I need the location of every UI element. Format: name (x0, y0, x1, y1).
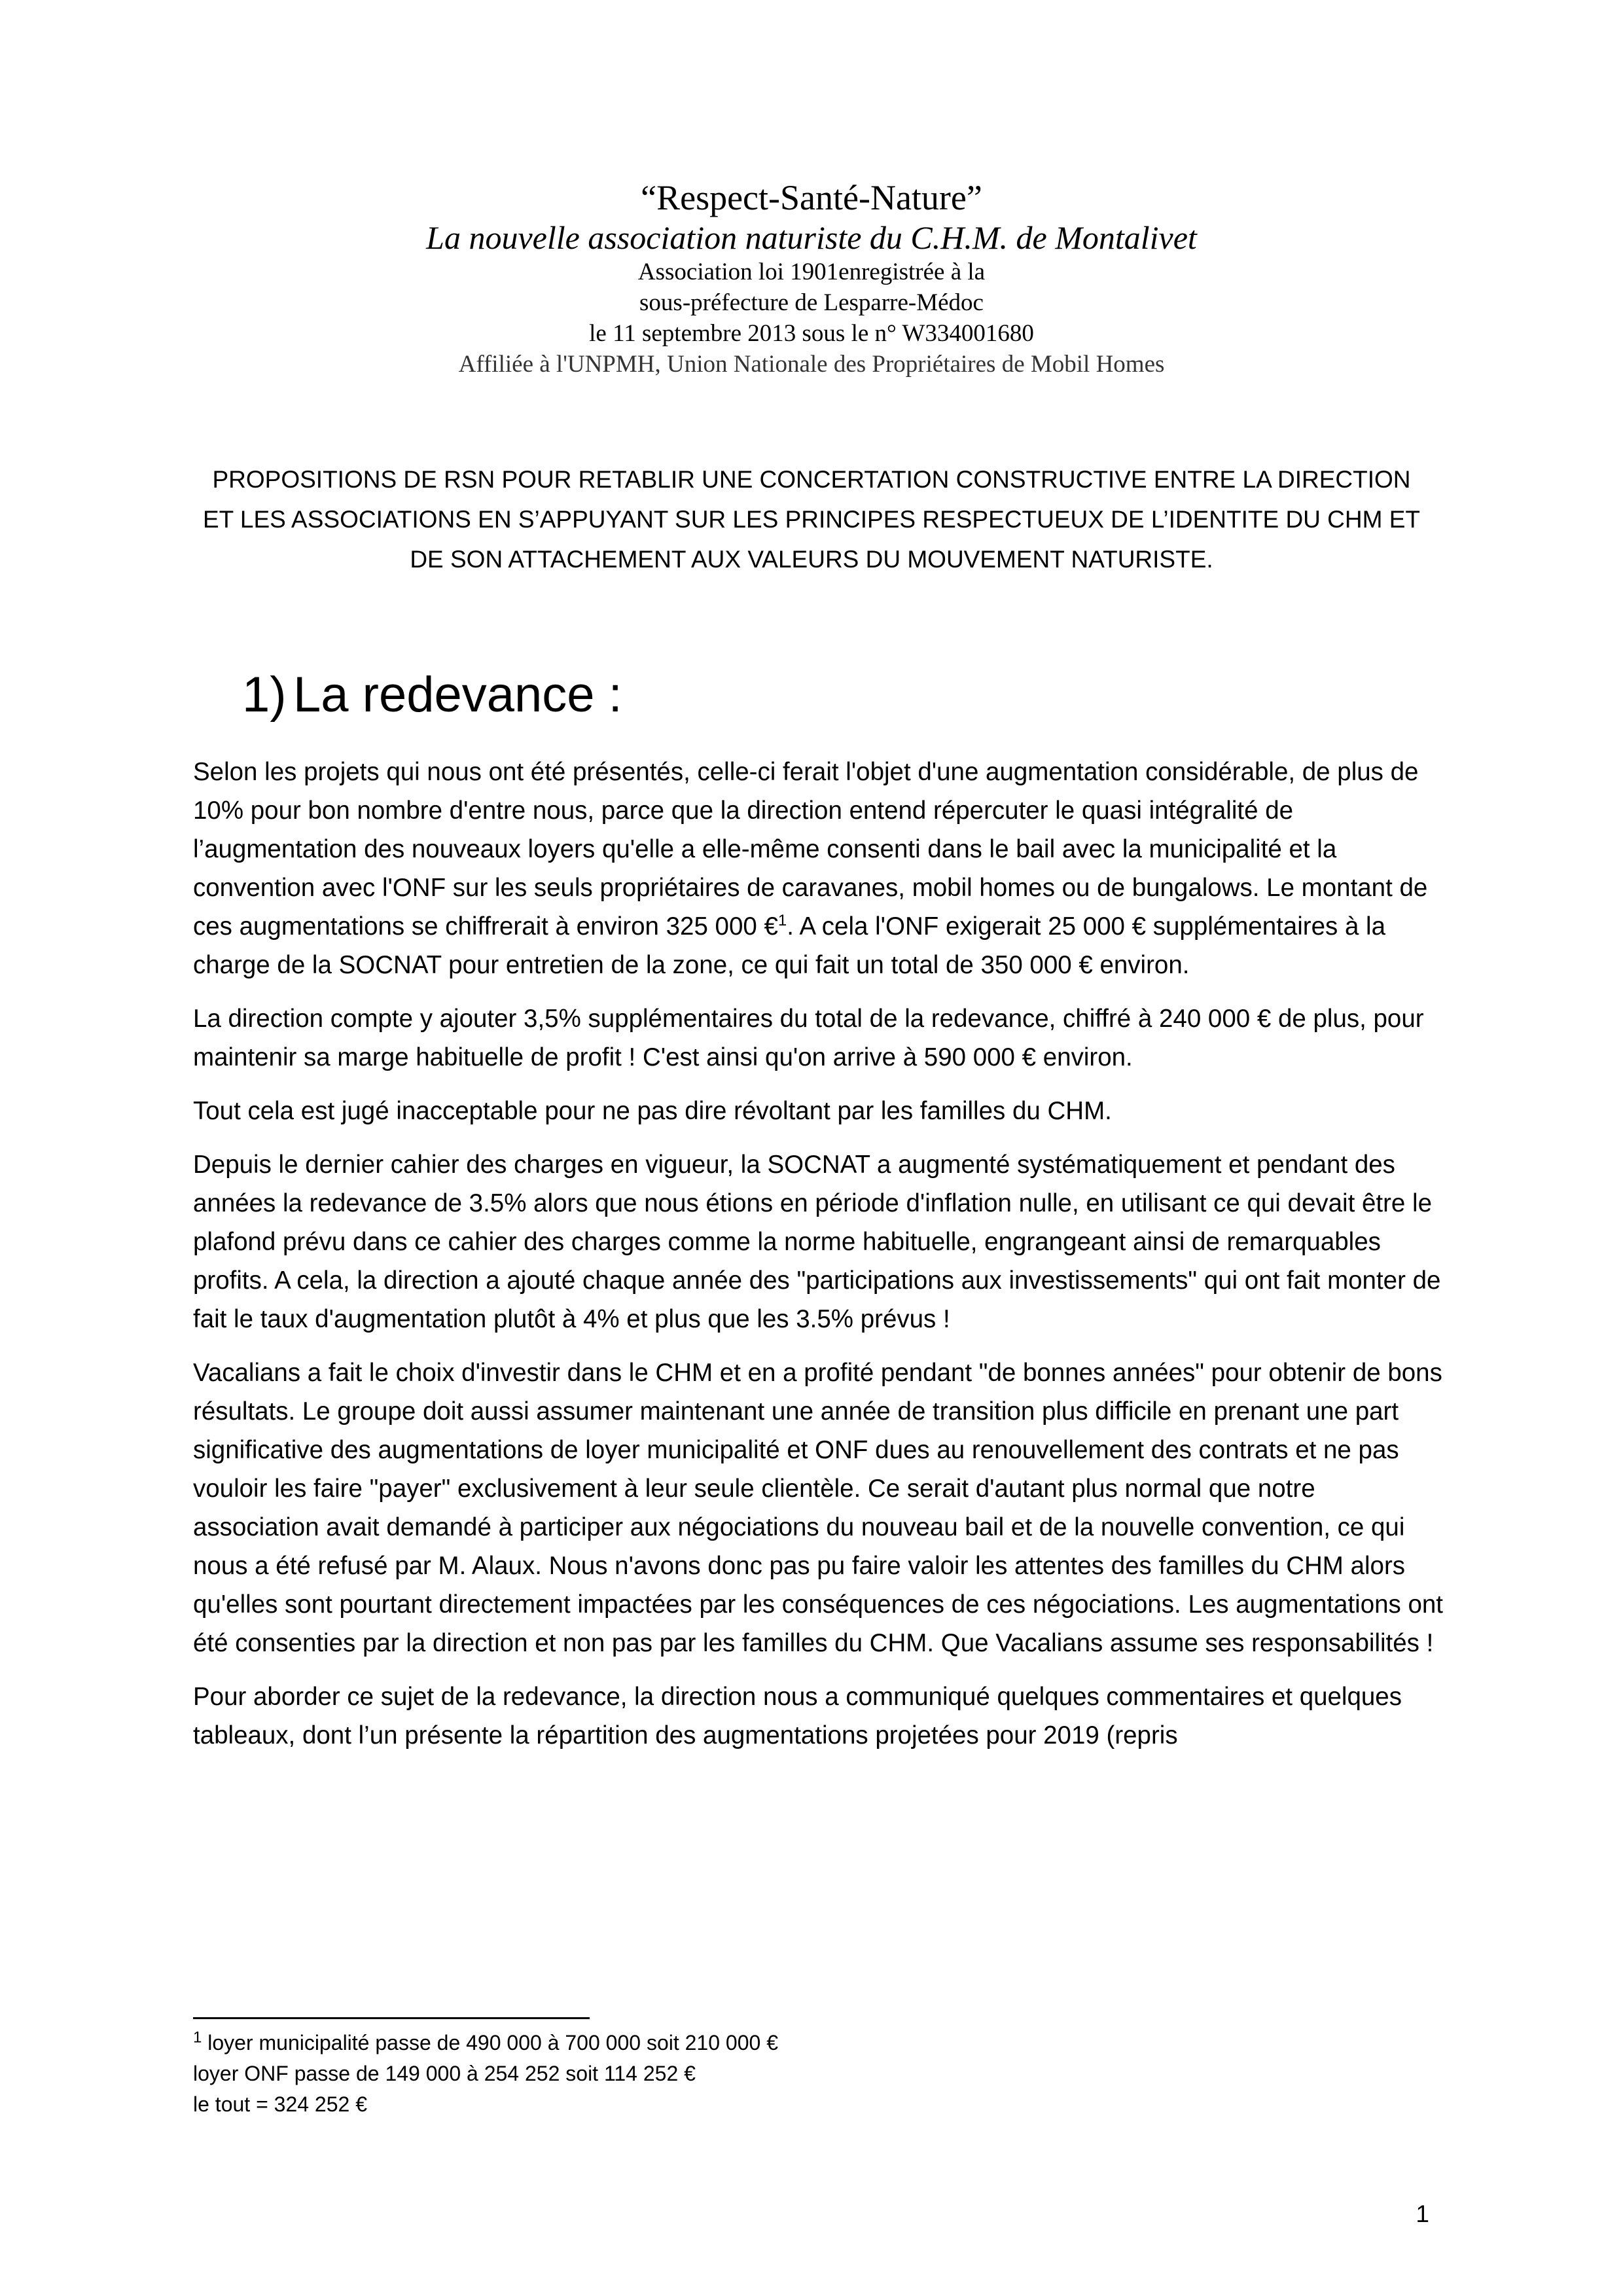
document-body (193, 753, 1443, 1770)
footnote-marker: 1 (193, 2028, 202, 2047)
footnote-separator (193, 2017, 590, 2019)
paragraph-1-text-a: Selon les projets qui nous ont été présentés, celle-ci ferait l'objet d'une augmentation considérable, de plus de 10% pour bon nombre d'entre nous, parce que la direction entend répercuter le quasi intégralité de l’augmentation des nouveaux loyers qu'elle a elle-même consenti dans le bail avec la municipalité et la convention avec l'ONF sur les seuls propriétaires de caravanes, mobil homes ou de bungalows. Le montant de ces augmentations se chiffrerait à environ 325 000 € (193, 758, 1428, 941)
footnote-line-3: le tout = 324 252 € (193, 2092, 367, 2116)
paragraph-4: Depuis le dernier cahier des charges en vigueur, la SOCNAT a augmenté systématiquement et pendant des années la redevance de 3.5% alors que nous étions en période d'inflation nulle, en utilisant ce qui devait être le plafond prévu dans ce cahier des charges comme la norme habituelle, engrangeant ainsi de remarquables profits. A cela, la direction a ajouté chaque année des "participations aux investissements" qui ont fait monter de fait le taux d'augmentation plutôt à 4% et plus que les 3.5% prévus ! (193, 1151, 1441, 1333)
paragraph-1 (193, 753, 1443, 984)
footnote-line-1 (193, 2028, 1240, 2058)
association-header (0, 177, 1623, 380)
footnotes (193, 2028, 1240, 2120)
affiliation-line: Affiliée à l'UNPMH, Union Nationale des Propriétaires de Mobil Homes (458, 351, 1165, 378)
footnote-line-2: loyer ONF passe de 149 000 à 254 252 soit 114 252 € (193, 2062, 696, 2085)
proposal-line-2: ET LES ASSOCIATIONS EN S’APPUYANT SUR LES PRINCIPES RESPECTUEUX DE L’IDENTITE DU CHM ET (202, 506, 1420, 533)
registration-line-3: le 11 septembre 2013 sous le n° W334001680 (589, 320, 1034, 347)
footnote-reference: 1 (777, 912, 787, 930)
association-title: “Respect-Santé-Nature” (641, 178, 982, 217)
proposal-statement (157, 459, 1466, 579)
proposal-line-3: DE SON ATTACHEMENT AUX VALEURS DU MOUVEMENT NATURISTE. (410, 546, 1213, 573)
page-number: 1 (1416, 2200, 1429, 2227)
section-heading (242, 662, 622, 728)
paragraph-6: Pour aborder ce sujet de la redevance, la direction nous a communiqué quelques commentaires et quelques tableaux, dont l’un présente la répartition des augmentations projetées pour 2019 (repris (193, 1683, 1402, 1749)
paragraph-3: Tout cela est jugé inacceptable pour ne pas dire révoltant par les familles du CHM. (193, 1097, 1112, 1125)
footnote-line-1-text: loyer municipalité passe de 490 000 à 700 000 soit 210 000 € (202, 2031, 778, 2054)
section-title: La redevance : (293, 667, 622, 723)
section-number: 1) (242, 667, 287, 723)
registration-line-2: sous-préfecture de Lesparre-Médoc (639, 289, 984, 316)
paragraph-2: La direction compte y ajouter 3,5% supplémentaires du total de la redevance, chiffré à 240 000 € de plus, pour maintenir sa marge habituelle de profit ! C'est ainsi qu'on arrive à 590 000 € environ. (193, 1005, 1424, 1071)
registration-line-1: Association loi 1901enregistrée à la (637, 259, 986, 285)
association-subtitle: La nouvelle association naturiste du C.H.M. de Montalivet (426, 219, 1197, 256)
paragraph-5: Vacalians a fait le choix d'investir dans le CHM et en a profité pendant "de bonnes années" pour obtenir de bons résultats. Le groupe doit aussi assumer maintenant une année de transition plus difficile en prenant une part significative des augmentations de loyer municipalité et ONF dues au renouvellement des contrats et ne pas vouloir les faire "payer" exclusivement à leur seule clientèle. Ce serait d'autant plus normal que notre association avait demandé à participer aux négociations du nouveau bail et de la nouvelle convention, ce qui nous a été refusé par M. Alaux. Nous n'avons donc pas pu faire valoir les attentes des familles du CHM alors qu'elles sont pourtant directement impactées par les conséquences de ces négociations. Les augmentations ont été consenties par la direction et non pas par les familles du CHM. Que Vacalians assume ses responsabilités ! (193, 1359, 1443, 1657)
proposal-line-1: PROPOSITIONS DE RSN POUR RETABLIR UNE CONCERTATION CONSTRUCTIVE ENTRE LA DIRECTION (212, 466, 1411, 493)
paragraph-1-text-b: . A cela l'ONF exigerait 25 000 € supplémentaires à la charge de la SOCNAT pour entretien de la zone, ce qui fait un total de 350 000 € environ. (193, 912, 1386, 979)
